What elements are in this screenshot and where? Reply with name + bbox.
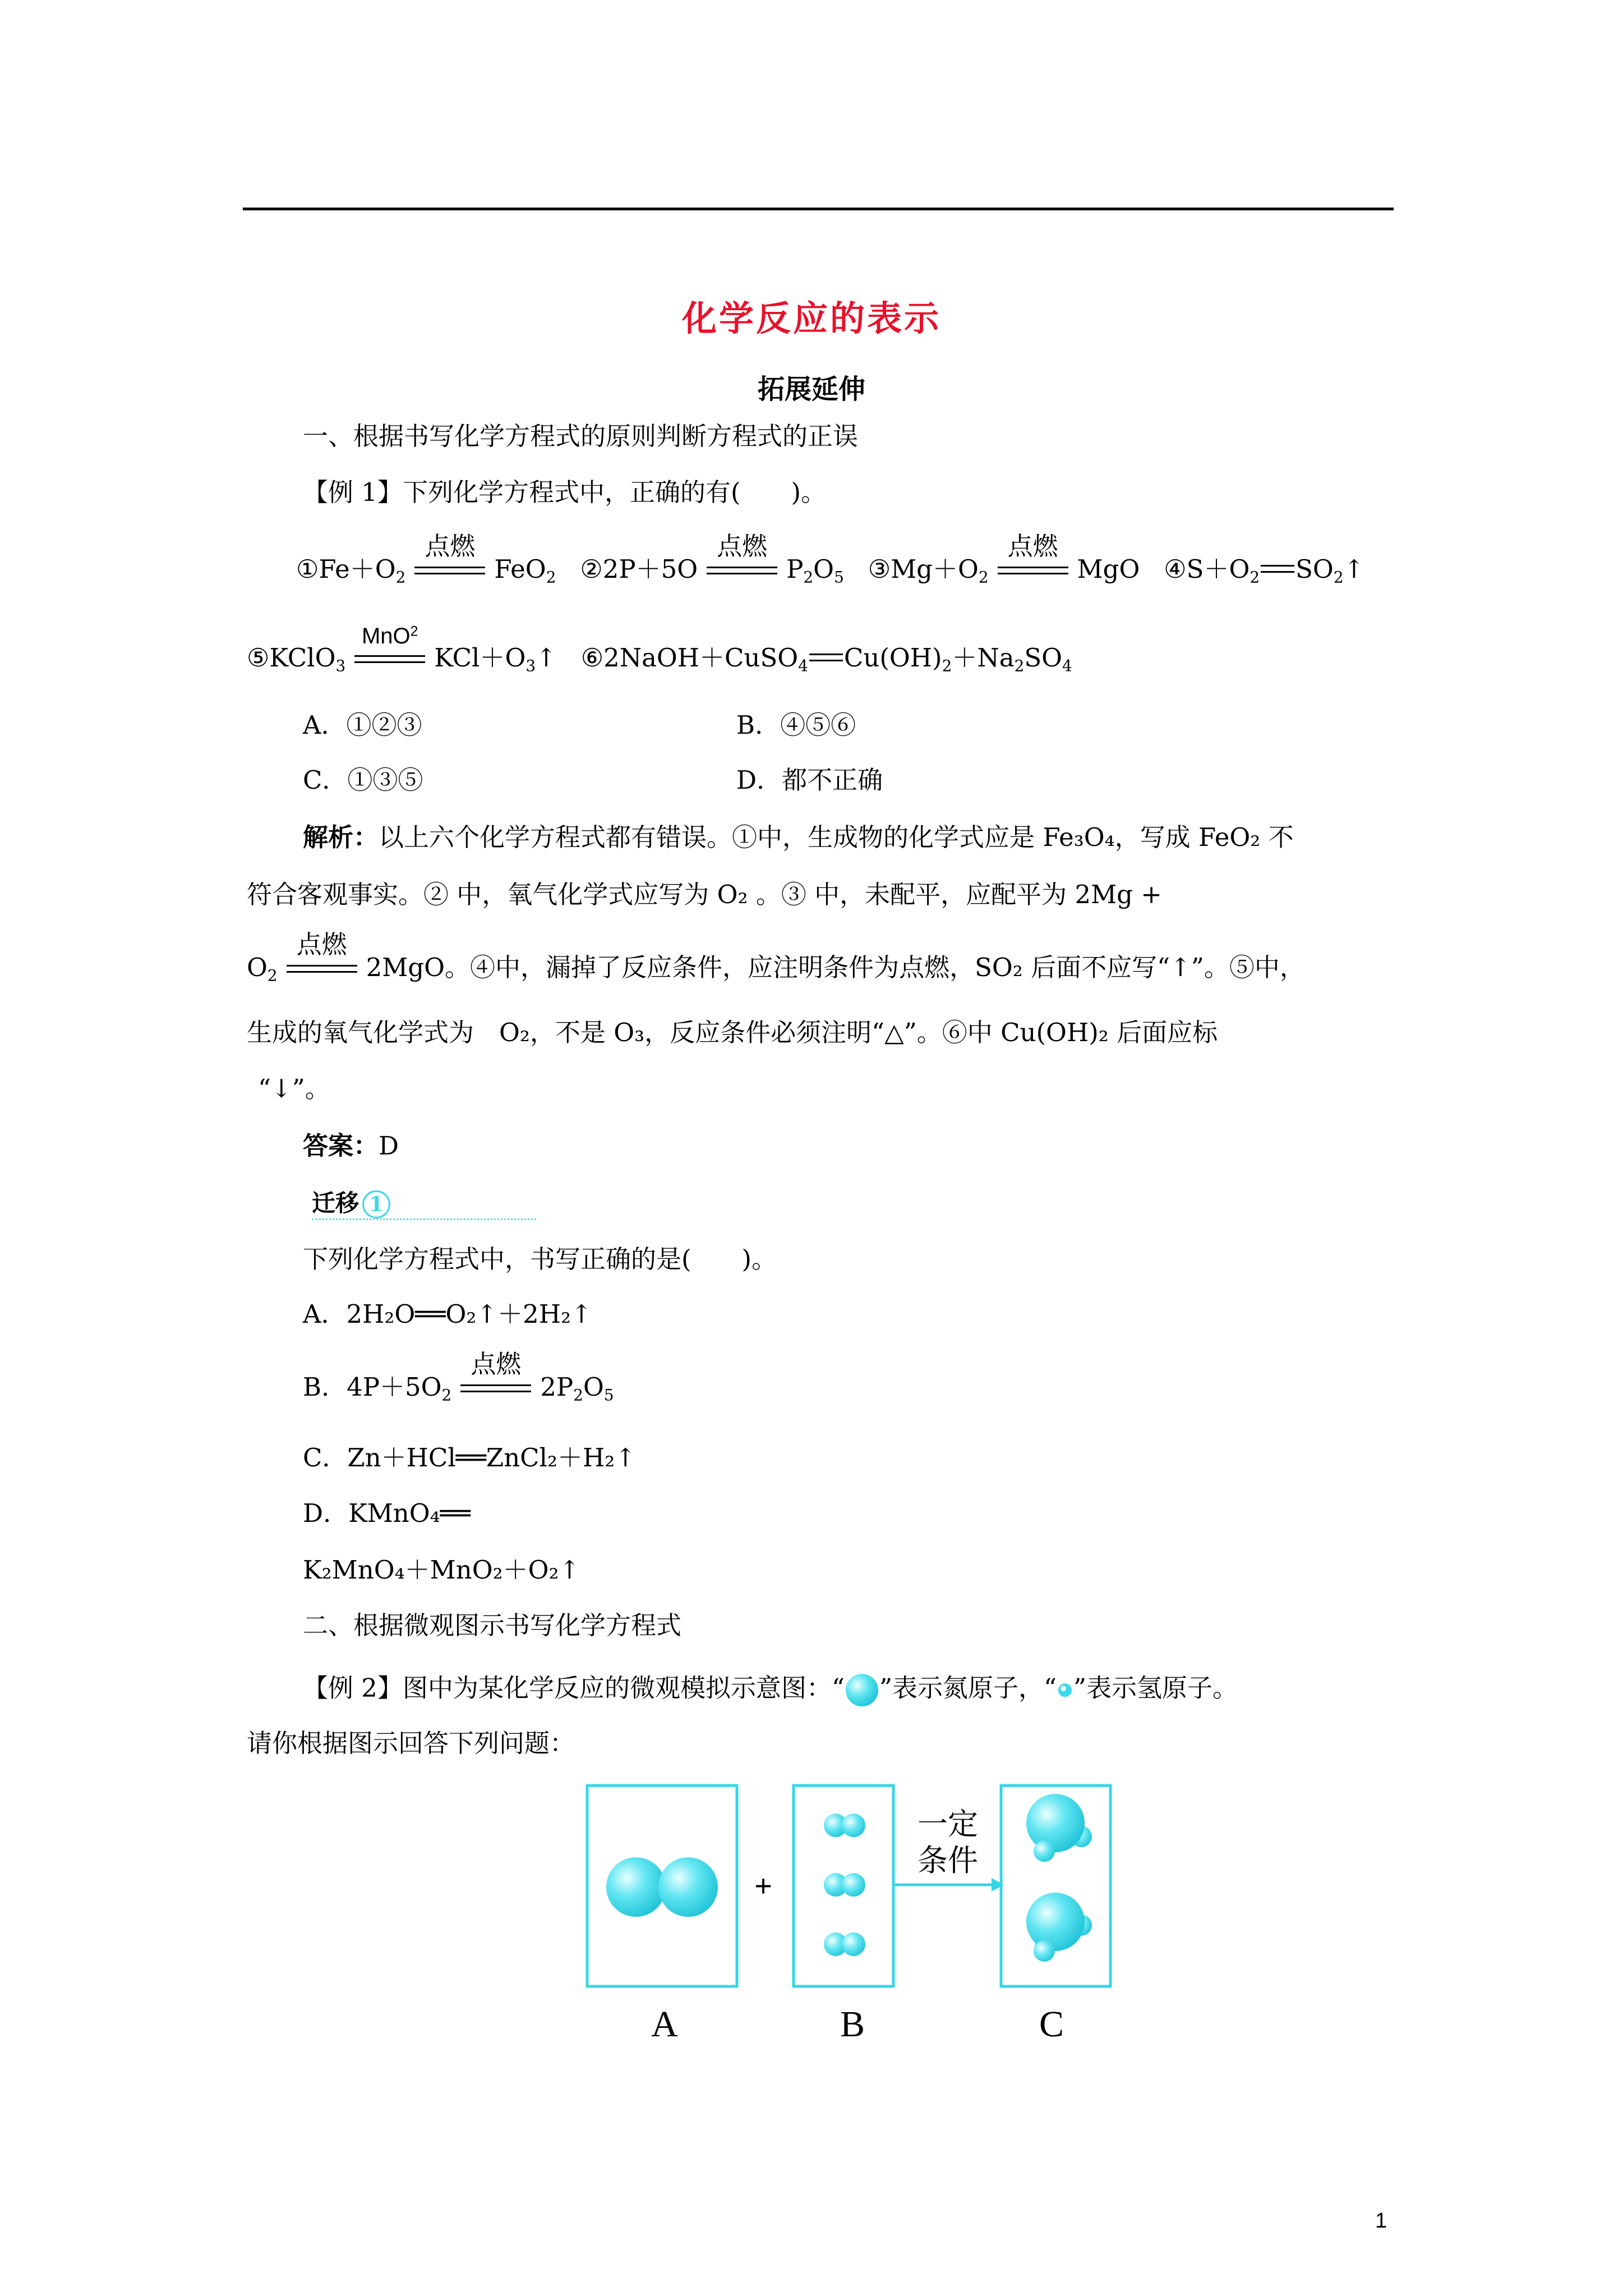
- top-rule: [243, 208, 1394, 210]
- condition-line-2: 条件: [917, 1843, 978, 1878]
- transfer-label: 迁移 1: [312, 1185, 390, 1218]
- answer-value: D: [379, 1131, 399, 1161]
- transfer-option-b: B．$4P+5O_2$ 点燃 $2P_2O_5$: [303, 1349, 614, 1405]
- section-heading-2: 二、根据微观图示书写化学方程式: [303, 1611, 682, 1640]
- equations-row-2: ⑤KClO$_3$ MnO$^2$ $KCl+O_3↑$ ⑥2NaOH＋CuSO$_4$ $Cu(OH)_2+Na_2SO_4$: [247, 624, 1072, 675]
- reaction-condition: 点燃: [414, 555, 485, 578]
- reaction-condition: 点燃: [998, 555, 1068, 578]
- transfer-option-c: C．Zn＋HCl══ZnCl₂＋H₂↑: [303, 1443, 637, 1473]
- condition-line-1: 一定: [917, 1806, 978, 1842]
- hydrogen-atom-icon: [1057, 1682, 1073, 1699]
- plus-sign: +: [754, 1869, 772, 1903]
- transfer-option-d-2: K₂MnO₄＋MnO₂＋O₂↑: [303, 1555, 580, 1585]
- diagram-label-c: C: [1039, 2004, 1064, 2045]
- transfer-option-d-1: D．KMnO₄══: [303, 1498, 471, 1528]
- question-text: 下列化学方程式中，正确的有( )。: [402, 477, 827, 507]
- analysis-line-4: 生成的氧气化学式为 O₂，不是 O₃，反应条件必须注明“△”。⑥中 Cu(OH)₂ 后面应标: [247, 1018, 1218, 1047]
- option-a: A．①②③: [303, 710, 422, 740]
- answer-line: [303, 1131, 399, 1161]
- reaction-condition: MnO$^2$: [354, 644, 425, 666]
- transfer-underline: [312, 1218, 536, 1220]
- example-2-text-2: 请你根据图示回答下列问题：: [247, 1728, 575, 1758]
- nitrogen-atom-icon: [658, 1857, 718, 1917]
- option-d: D．都不正确: [736, 765, 883, 795]
- option-b: B．④⑤⑥: [736, 710, 856, 740]
- option-c: C．①③⑤: [303, 765, 423, 795]
- analysis-line-1: 解析：以上六个化学方程式都有错误。①中，生成物的化学式应是 Fe₃O₄，写成 FeO₂ 不: [303, 822, 1294, 852]
- equations-row-1: $①Fe+O_2$ 点燃 FeO$_2$ ②2P＋5O 点燃 $P_2O_5$ $③Mg+O_2$ 点燃 MgO $④S+O_2$ $SO_2↑$: [296, 531, 1365, 587]
- transfer-number: 1: [362, 1190, 390, 1218]
- nitrogen-atom-icon: [845, 1673, 879, 1708]
- reaction-diagram: [578, 1778, 1122, 2047]
- page-title: 化学反应的表示: [681, 298, 941, 339]
- analysis-line-2: 符合客观事实。② 中，氧气化学式应写为 O₂ 。③ 中，未配平，应配平为 2Mg +: [247, 880, 1162, 909]
- ammonia-molecule: [1026, 1794, 1085, 1852]
- analysis-label: 解析：: [303, 822, 379, 852]
- section-subtitle: 拓展延伸: [757, 374, 865, 405]
- analysis-line-5: “↓”。: [258, 1074, 330, 1103]
- page-number: 1: [1375, 2209, 1387, 2233]
- ammonia-molecule: [1026, 1893, 1085, 1951]
- example-tag: 【例 1】: [303, 477, 403, 507]
- analysis-line-3: $O_2$ 点燃 2MgO。④中，漏掉了反应条件，应注明条件为点燃，SO₂ 后面不应写“↑”。⑤中，: [247, 930, 1305, 985]
- nitrogen-atom-icon: [606, 1857, 666, 1917]
- answer-label: 答案：: [303, 1131, 379, 1161]
- diagram-label-a: A: [651, 2004, 678, 2045]
- section-heading-1: 一、根据书写化学方程式的原则判断方程式的正误: [303, 421, 859, 451]
- reaction-condition: 点燃: [707, 555, 777, 578]
- reaction-condition: 点燃: [287, 954, 357, 976]
- transfer-question: 下列化学方程式中，书写正确的是( )。: [303, 1244, 777, 1274]
- reaction-condition: 点燃: [460, 1373, 531, 1396]
- diagram-label-b: B: [840, 2004, 865, 2045]
- example-1-question: [303, 477, 827, 507]
- example-2-text: 【例 2】图中为某化学反应的微观模拟示意图：“ ”表示氮原子，“ ”表示氢原子。: [303, 1673, 1238, 1708]
- transfer-option-a: A．2H₂O══O₂↑＋2H₂↑: [303, 1299, 592, 1329]
